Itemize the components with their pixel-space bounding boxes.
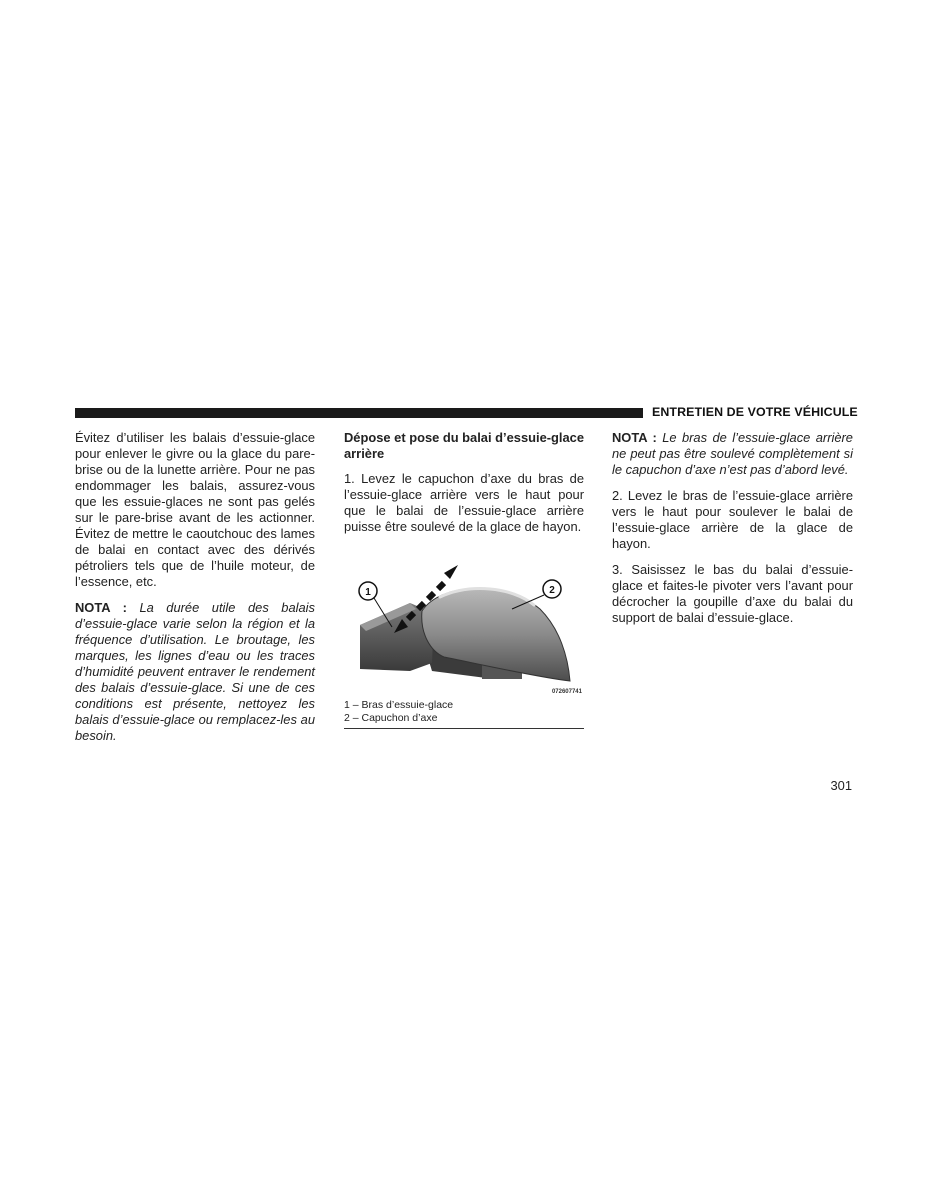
caption-2: 2 – Capuchon d’axe: [344, 712, 438, 724]
step-3: 3. Saisissez le bas du balai d’essuie-glace et faites-le pivoter vers l’avant pour décrocher la goupille d’axe du balai du support de balai d’essuie-glace.: [612, 562, 853, 625]
nota-text: La durée utile des balais d’essuie-glace varie selon la région et la fréquence d’utilisation. Le broutage, les marques, les lignes d’eau ou les traces d’humidité peuvent entraver le rendement des balais d’essuie-glace. Si une de ces conditions est présente, nettoyez les balais d’essuie-glace ou remplacez-les au besoin.: [75, 600, 315, 743]
column-right: [612, 430, 853, 636]
nota-text: Le bras de l’essuie-glace arrière ne peut pas être soulevé complètement si le capuchon d’axe n’est pas d’abord levé.: [612, 430, 853, 477]
section-header-bar: [75, 408, 643, 418]
column-left: [75, 430, 315, 754]
caption-1: 1 – Bras d’essuie-glace: [344, 699, 454, 711]
nota-label: NOTA :: [75, 600, 127, 615]
section-title: ENTRETIEN DE VOTRE VÉHICULE: [652, 405, 858, 419]
nota-label: NOTA :: [612, 430, 657, 445]
image-code: 072607741: [551, 689, 582, 695]
arrow-head-up: [444, 565, 458, 579]
wiper-arm-illustration: [344, 553, 584, 695]
column-middle: [344, 430, 584, 729]
callout-2-text: 2: [549, 585, 555, 596]
procedure-heading: Dépose et pose du balai d’essuie-glace arrière: [344, 430, 584, 461]
nota-arm-lift: [612, 430, 853, 478]
wiper-caution-paragraph: Évitez d’utiliser les balais d’essuie-glace pour enlever le givre ou la glace du pare-brise ou de la lunette arrière. Pour ne pas endommager les balais, assurez-vous que les essuie-glaces ne sont pas gelés sur le pare-brise avant de les actionner. Évitez de mettre le caoutchouc des lames de balai en contact avec des dérivés pétroliers tels que de l’huile moteur, de l’essence, etc.: [75, 430, 315, 589]
page-number: 301: [830, 778, 852, 793]
step-1: 1. Levez le capuchon d’axe du bras de l’essuie-glace arrière vers le haut pour que le balai de l’essuie-glace arrière puisse être soulevé de la glace de hayon.: [344, 471, 584, 534]
callout-1-text: 1: [365, 587, 371, 598]
nota-blade-life: [75, 600, 315, 744]
step-2: 2. Levez le bras de l’essuie-glace arrière vers le haut pour soulever le balai de l’essuie-glace arrière de la glace de hayon.: [612, 488, 853, 551]
figure-captions: [344, 699, 584, 729]
